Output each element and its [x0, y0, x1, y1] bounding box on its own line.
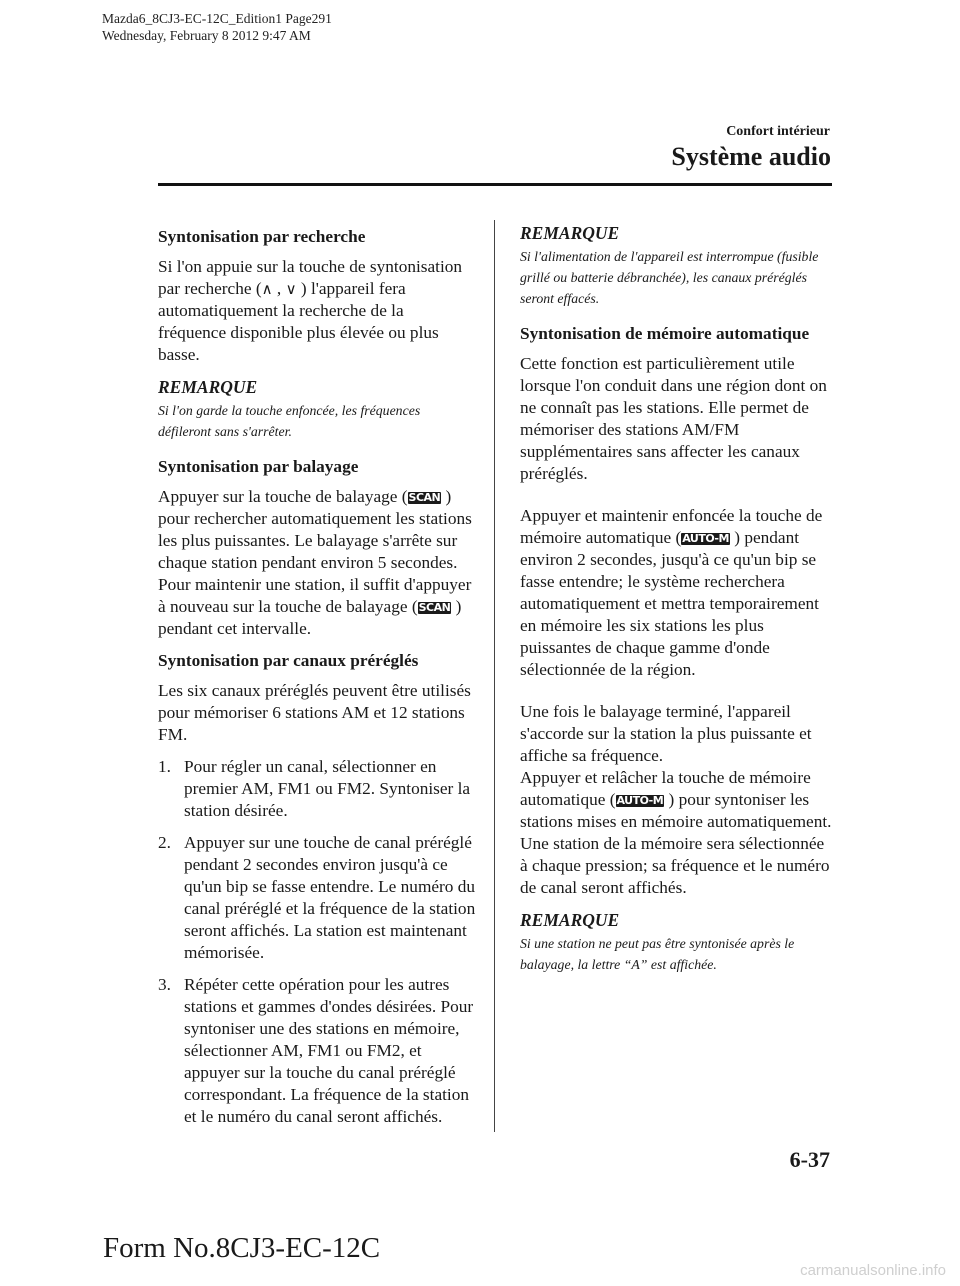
print-metadata	[102, 10, 332, 44]
form-number: Form No.8CJ3-EC-12C	[103, 1232, 381, 1264]
scan-heading: Syntonisation par balayage	[158, 457, 359, 476]
preset-heading: Syntonisation par canaux préréglés	[158, 651, 419, 670]
auto-memory-paragraph-2: Appuyer et maintenir enfoncée la touche de mémoire automatique (AUTO-M ) pendant environ 2 secondes, jusqu'à ce qu'un bip se fasse entendre; le système recherchera automatiquement et mettra temporairement en mémoire les six stations les plus puissantes de chaque gamme d'onde sélectionnée de la région.	[520, 506, 823, 679]
list-item: 3. Répéter cette opération pour les autres stations et gammes d'ondes désirées. Pour syntoniser une des stations en mémoire, sélectionner AM, FM1 ou FM2, et appuyer sur la touche du canal préréglé correspondant. La fréquence de la station et le numéro du canal seront affichés.	[158, 975, 474, 1126]
page-number: 6-37	[789, 1147, 830, 1172]
list-item: 1. Pour régler un canal, sélectionner en premier AM, FM1 ou FM2. Syntoniser la station désirée.	[158, 757, 471, 820]
print-metadata-line2: Wednesday, February 8 2012 9:47 AM	[102, 28, 311, 43]
note-title: REMARQUE	[520, 223, 620, 243]
seek-down-icon: ∨	[285, 280, 297, 298]
header-rule	[158, 183, 832, 186]
auto-memory-paragraph-3: Une fois le balayage terminé, l'appareil s'accorde sur la station la plus puissante et affiche sa fréquence. Appuyer et relâcher la touche de mémoire automatique (AUTO-M ) pour syntoniser les stations mises en mémoire automatiquement. Une station de la mémoire sera sélectionnée à chaque pression; sa fréquence et le numéro de canal seront affichés.	[520, 702, 832, 897]
auto-m-key-icon: AUTO-M	[616, 794, 664, 807]
section-label: Confort intérieur	[726, 124, 830, 139]
left-column	[158, 226, 476, 1138]
note-title: REMARQUE	[520, 910, 620, 930]
note-title: REMARQUE	[158, 377, 258, 397]
section-title: Système audio	[671, 142, 831, 171]
right-column	[520, 222, 835, 989]
preset-paragraph: Les six canaux préréglés peuvent être utilisés pour mémoriser 6 stations AM et 12 stations FM.	[158, 681, 471, 744]
column-divider	[494, 220, 495, 1132]
scan-key-icon: SCAN	[418, 601, 451, 614]
note-body: Si l'alimentation de l'appareil est interrompue (fusible grillé ou batterie débranchée), les canaux préréglés seront effacés.	[520, 249, 819, 306]
list-item: 2. Appuyer sur une touche de canal préréglé pendant 2 secondes environ jusqu'à ce qu'un bip se fasse entendre. Le numéro du canal préréglé et la fréquence de la station seront affichés. La station est maintenant mémorisée.	[158, 833, 476, 962]
note-body: Si une station ne peut pas être syntonisée après le balayage, la lettre “A” est affichée.	[520, 936, 795, 972]
scan-paragraph: Appuyer sur la touche de balayage (SCAN ) pour rechercher automatiquement les stations les plus puissantes. Le balayage s'arrête sur chaque station pendant environ 5 secondes. Pour maintenir une station, il suffit d'appuyer à nouveau sur la touche de balayage (SCAN ) pendant cet intervalle.	[158, 487, 472, 638]
seek-paragraph: Si l'on appuie sur la touche de syntonisation par recherche (∧ , ∨ ) l'appareil fera automatiquement la recherche de la fréquence disponible plus élevée ou plus basse.	[158, 257, 463, 364]
print-metadata-line1: Mazda6_8CJ3-EC-12C_Edition1 Page291	[102, 11, 332, 26]
auto-memory-paragraph-1: Cette fonction est particulièrement utile lorsque l'on conduit dans une région dont on ne connaît pas les stations. Elle permet de mémoriser des stations AM/FM supplémentaires sans affecter les canaux préréglés.	[520, 354, 827, 483]
note-body: Si l'on garde la touche enfoncée, les fréquences défileront sans s'arrêter.	[158, 403, 421, 439]
preset-steps	[158, 756, 476, 1128]
seek-heading: Syntonisation par recherche	[158, 227, 366, 246]
auto-memory-heading: Syntonisation de mémoire automatique	[520, 324, 810, 343]
scan-key-icon: SCAN	[408, 491, 441, 504]
watermark: carmanualsonline.info	[800, 1262, 946, 1279]
auto-m-key-icon: AUTO-M	[682, 532, 729, 545]
seek-up-icon: ∧	[261, 280, 273, 298]
